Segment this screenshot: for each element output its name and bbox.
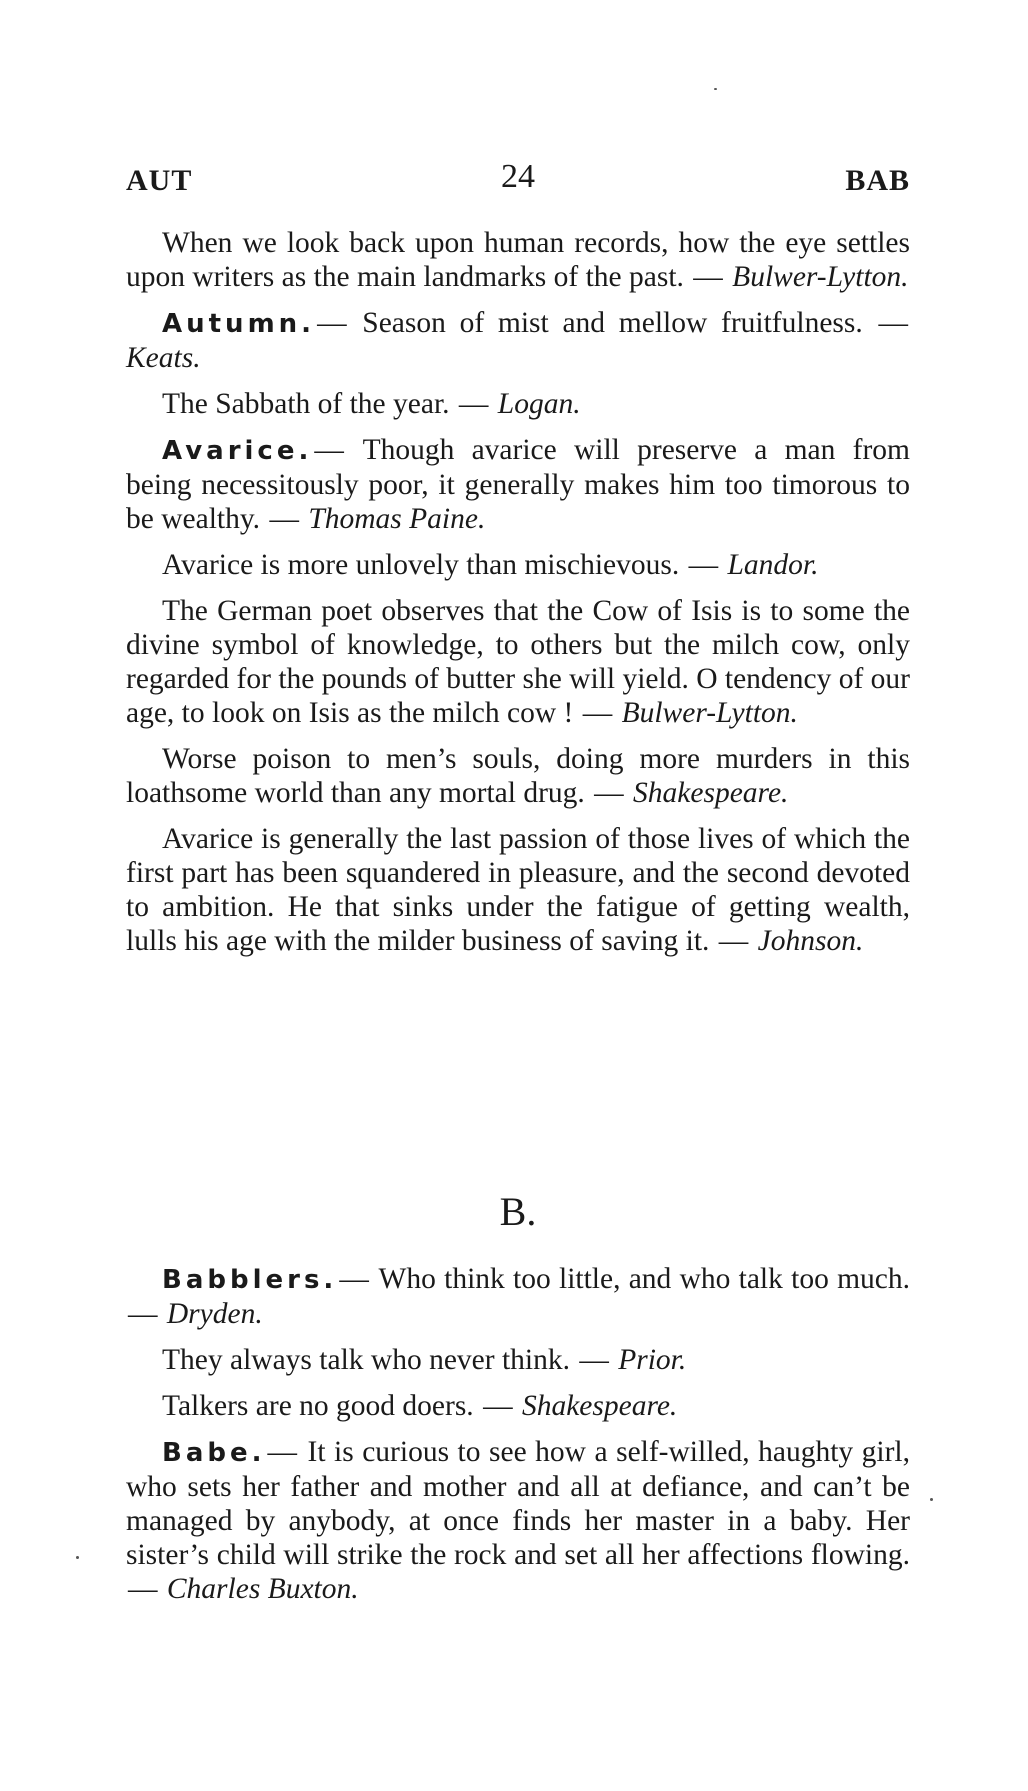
quotation-text: Avarice is more unlovely than mischievous. [162,549,680,581]
quotation-entry [126,1343,910,1377]
quotation-entry [126,387,910,421]
quotation-author: Bulwer-Lytton. [621,697,798,729]
print-speck [76,1556,79,1559]
quotation-author: Bulwer-Lytton. [732,261,909,293]
quotation-author: Logan. [497,388,581,420]
attribution-dash: — [483,1390,513,1422]
quotation-text: When we look back upon human records, how the eye settles upon writers as the main landmarks of the past. [126,227,910,293]
quotation-text: Avarice is generally the last passion of those lives of which the first part has been squandered in pleasure, and the second devoted to ambition. He that sinks under the fatigue of getting wealth, lulls his age with the milder business of saving it. [126,823,910,957]
attribution-dash: — [718,925,749,957]
quotation-entry [126,306,910,375]
quotation-entry [126,1435,910,1606]
header-left-guide-word: AUT [126,164,193,197]
quotation-entry [126,742,910,810]
term-dash: — [317,307,347,339]
attribution-dash: — [878,307,908,339]
attribution-dash: — [128,1573,158,1605]
section-heading-letter: B. [499,1189,537,1234]
entry-term: Avarice. [162,436,313,466]
attribution-dash: — [128,1298,158,1330]
attribution-dash: — [582,697,613,729]
attribution-dash: — [594,777,624,809]
quotation-author: Charles Buxton. [166,1573,359,1605]
quotation-entry [126,226,910,294]
quotation-entry [126,594,910,730]
quotation-entry [126,1262,910,1331]
quotation-text: Talkers are no good doers. [162,1390,474,1422]
attribution-dash: — [693,261,723,293]
attribution-dash: — [269,503,299,535]
print-speck [930,1498,933,1501]
quotation-author: Johnson. [757,925,864,957]
running-header [126,158,910,206]
print-speck [714,88,717,90]
quotation-entry [126,548,910,582]
quotation-text: The Sabbath of the year. [162,388,450,420]
quotation-text: Who think too little, and who talk too much. [378,1263,911,1295]
quotation-author: Dryden. [166,1298,263,1330]
quotation-text: The German poet observes that the Cow of Isis is to some the divine symbol of knowledge, to others but the milch cow, only regarded for the pounds of butter she will yield. O tendency of our age, to look on Isis as the milch cow ! [126,595,910,729]
quotation-entry [126,1389,910,1423]
header-right-guide-word: BAB [845,164,910,197]
entry-term: Babe. [162,1438,266,1468]
term-dash: — [339,1263,369,1295]
quotation-author: Keats. [126,342,201,374]
entry-term: Autumn. [162,309,316,339]
quotation-author: Thomas Paine. [308,503,486,535]
quotation-author: Landor. [727,549,819,581]
page-number: 24 [501,158,535,195]
quotation-text: Worse poison to men’s souls, doing more murders in this loathsome world than any mortal drug. [126,743,910,809]
quotation-author: Shakespeare. [633,777,789,809]
quotation-author: Shakespeare. [521,1390,678,1422]
entry-term: Babblers. [162,1265,338,1295]
quotations-section-b [126,1262,910,1606]
quotation-text: Though avarice will preserve a man from being necessitously poor, it generally makes him too timorous to be wealthy. [126,434,910,535]
attribution-dash: — [458,388,489,420]
quotation-text: It is curious to see how a self-willed, haughty girl, who sets her father and mother and all at defiance, and can’t be managed by anybody, at once finds her master in a baby. Her sister’s child will strike the rock and set all her affections flowing. [126,1436,911,1571]
term-dash: — [267,1436,297,1468]
quotations-section-a [126,226,910,958]
attribution-dash: — [688,549,719,581]
quotation-text: They always talk who never think. [162,1344,570,1376]
quotation-author: Prior. [618,1344,687,1376]
term-dash: — [314,434,344,466]
attribution-dash: — [579,1344,609,1376]
quotation-entry [126,433,910,536]
quotation-entry [126,822,910,958]
quotation-text: Season of mist and mellow fruitfulness. [362,307,863,339]
